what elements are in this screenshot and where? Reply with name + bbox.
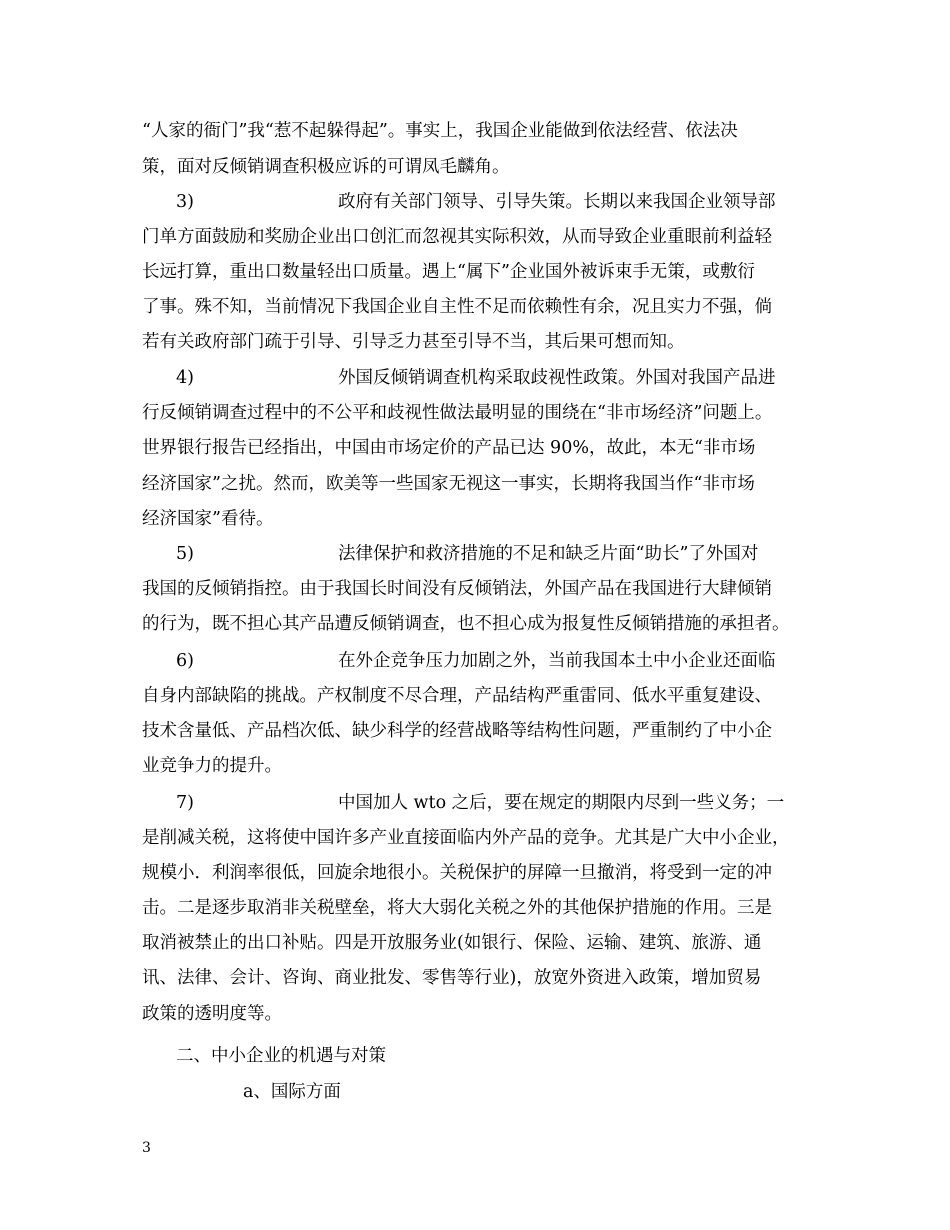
paragraph-line: 门单方面鼓励和奖励企业出口创汇而忽视其实际积效，从而导致企业重眼前利益轻 bbox=[142, 227, 772, 247]
paragraph-line: 长远打算，重出口数量轻出口质量。遇上“属下”企业国外被诉束手无策，或敷衍 bbox=[142, 262, 755, 282]
numbered-item-4 bbox=[176, 367, 776, 389]
item-number: 5) bbox=[176, 544, 194, 564]
paragraph-line: 技术含量低、产品档次低、缺少科学的经营战略等结构性问题，严重制约了中小企 bbox=[142, 721, 772, 741]
paragraph-line: 政策的透明度等。 bbox=[142, 1004, 282, 1024]
paragraph-line: 法律保护和救济措施的不足和缺乏片面“助长”了外国对 bbox=[338, 544, 759, 564]
paragraph-line: 讯、法律、会计、咨询、商业批发、零售等行业)，放宽外资进入政策，增加贸易 bbox=[142, 968, 762, 988]
paragraph-line: 在外企竞争压力加剧之外，当前我国本土中小企业还面临 bbox=[338, 651, 776, 671]
paragraph-line: 的行为，既不担心其产品遭反倾销调查，也不担心成为报复性反倾销措施的承担者。 bbox=[142, 614, 790, 634]
paragraph-line: 是削减关税，这将使中国许多产业直接面临内外产品的竞争。尤其是广大中小企业， bbox=[142, 828, 790, 848]
paragraph-line: 经济国家”看待。 bbox=[142, 509, 274, 529]
paragraph-line: 外国反倾销调查机构采取歧视性政策。外国对我国产品进 bbox=[338, 368, 776, 388]
item-number: 7) bbox=[176, 793, 194, 813]
paragraph-line: 行反倾销调查过程中的不公平和歧视性做法最明显的围绕在“非市场经济”问题上。 bbox=[142, 403, 773, 423]
paragraph-line: 中国加人 wto 之后，要在规定的期限内尽到一些义务；一 bbox=[338, 793, 785, 813]
page-number: 3 bbox=[142, 1140, 151, 1156]
item-number: 6) bbox=[176, 651, 194, 671]
paragraph-line: 击。二是逐步取消非关税壁垒，将大大弱化关税之外的其他保护措施的作用。三是 bbox=[142, 898, 772, 918]
item-number: 4) bbox=[176, 368, 194, 388]
paragraph-line: “人家的衙门”我“惹不起躲得起”。事实上，我国企业能做到依法经营、依法决 bbox=[142, 121, 738, 141]
item-number: 3) bbox=[176, 192, 194, 212]
paragraph-line: 了事。殊不知，当前情况下我国企业自主性不足而依赖性有余，况且实力不强，倘 bbox=[142, 297, 772, 317]
numbered-item-5 bbox=[176, 543, 758, 565]
numbered-item-6 bbox=[176, 650, 776, 672]
paragraph-line: 取消被禁止的出口补贴。四是开放服务业(如银行、保险、运输、建筑、旅游、通 bbox=[142, 933, 762, 953]
subsection-heading: a、国际方面 bbox=[243, 1082, 341, 1102]
paragraph-line: 若有关政府部门疏于引导、引导乏力甚至引导不当，其后果可想而知。 bbox=[142, 332, 685, 352]
paragraph-line: 自身内部缺陷的挑战。产权制度不尽合理，产品结构严重雷同、低水平重复建设、 bbox=[142, 686, 772, 706]
paragraph-line: 业竞争力的提升。 bbox=[142, 756, 282, 776]
paragraph-line: 策，面对反倾销调查积极应诉的可谓凤毛麟角。 bbox=[142, 157, 510, 177]
paragraph-line: 世界银行报告已经指出，中国由市场定价的产品已达 90%，故此，本无“非市场 bbox=[142, 438, 756, 458]
paragraph-line: 政府有关部门领导、引导失策。长期以来我国企业领导部 bbox=[338, 192, 776, 212]
paragraph-line: 经济国家”之扰。然而，欧美等一些国家无视这一事实，长期将我国当作“非市场 bbox=[142, 474, 755, 494]
paragraph-line: 规模小．利润率很低，回旋余地很小。关税保护的屏障一旦撤消，将受到一定的冲 bbox=[142, 863, 772, 883]
paragraph-line: 我国的反倾销指控。由于我国长时间没有反倾销法，外国产品在我国进行大肆倾销 bbox=[142, 579, 772, 599]
numbered-item-7 bbox=[176, 792, 784, 814]
numbered-item-3 bbox=[176, 191, 776, 213]
section-heading: 二、中小企业的机遇与对策 bbox=[176, 1046, 386, 1066]
